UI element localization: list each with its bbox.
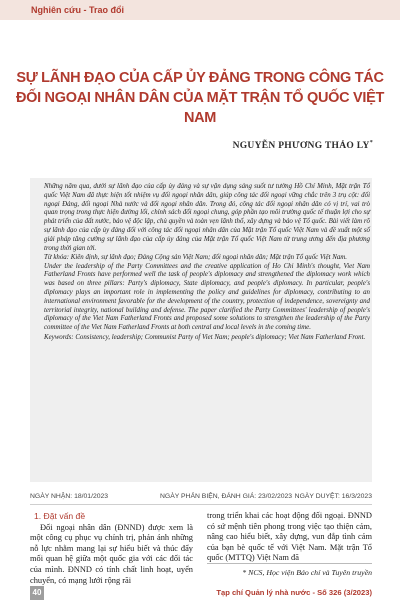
footnote-divider	[207, 563, 372, 564]
page-number: 40	[30, 586, 44, 600]
abstract-english: Under the leadership of the Party Committees and the creative application of Ho Chi Minh's thought, Viet Nam Fatherland Fronts have performed well the task of people's diplomacy and strengthened the diplomacy work which was based on three pillars: Party's diplomacy, State diplomacy, and people's diplomacy. In particular, people's diplomacy plays an important role in implementing the policy and guidelines for diplomacy, contributing to an international environment favorable for the development of the country, protection of independence, sovereignty and territorial integrity, national building and defense. The paper clarified the Party Committees' leadership of people's diplomacy of the Viet Nam Fatherland Fronts and proposed some solutions to strengthen the leadership of the Party committee of the Viet Nam Fatherland Fronts at both central and local levels in the coming time.	[44, 262, 370, 332]
dates-divider	[30, 504, 372, 505]
journal-citation: Tạp chí Quản lý nhà nước - Số 326 (3/2023)	[216, 588, 372, 597]
section-label: Nghiên cứu - Trao đổi	[31, 5, 125, 15]
author-footnote-mark: *	[369, 140, 373, 146]
author-text: NGUYỄN PHƯƠNG THẢO LY	[232, 141, 370, 152]
date-received: NGÀY NHẬN: 18/01/2023	[30, 493, 109, 500]
section-heading: 1. Đặt vấn đề	[34, 511, 86, 521]
article-title	[0, 68, 400, 128]
abstract-vietnamese: Những năm qua, dưới sự lãnh đạo của cấp ủy đảng và sự vận dụng sáng suốt tư tưởng Hồ Chí Minh, Mặt trận Tổ quốc Việt Nam đã thực hiện tốt nhiệm vụ đối ngoại nhân dân, giúp công tác đối ngoại vững chắc trên 3 trụ cột: đối ngoại Đảng, đối ngoại Nhà nước và đối ngoại nhân dân. Trong đó, công tác đối ngoại nhân dân có vị trí, vai trò quan trọng trong thực hiện đường lối, chính sách đối ngoại chung, góp phần tạo môi trường quốc tế thuận lợi cho sự phát triển của đất nước, bảo vệ độc lập, chủ quyền và toàn vẹn lãnh thổ, xây dựng và bảo vệ Tổ quốc. Bài viết làm rõ sự lãnh đạo của cấp ủy đảng đối với công tác đối ngoại nhân dân của Mặt trận Tổ quốc Việt Nam và đề xuất một số giải pháp tăng cường sự lãnh đạo của cấp ủy đảng của Mặt trận Tổ quốc Việt Nam từ trung ương đến địa phương trong thời gian tới.	[44, 183, 370, 252]
body-paragraph-left: Đối ngoại nhân dân (ĐNND) được xem là một công cụ phục vụ chính trị, phản ánh những nỗ lực nhằm mang lại sự hiểu biết và thúc đẩy mối quan hệ giữa một quốc gia với các đối tác của mình. ĐNND có tính chất linh hoạt, uyển chuyển, có mạng lưới rộng rãi	[30, 522, 193, 585]
author-footnote: * NCS, Học viện Báo chí và Tuyên truyền	[242, 568, 372, 577]
keywords-vietnamese: Từ khóa: Kiên định, sự lãnh đạo; Đảng Cộng sản Việt Nam; đối ngoại nhân dân; Mặt trận Tổ quốc Việt Nam.	[44, 253, 347, 261]
date-approved: NGÀY DUYỆT: 16/3/2023	[294, 493, 372, 500]
body-paragraph-right: trong triển khai các hoạt động đối ngoại. ĐNND có sứ mệnh tiên phong trong việc tạo thiện cảm, nâng cao hiểu biết, xây dựng, vun đắp tình cảm của bạn bè quốc tế với Việt Nam. Mặt trận Tổ quốc (MTTQ) Việt Nam đã	[207, 511, 372, 563]
date-reviewed: NGÀY PHẢN BIỆN, ĐÁNH GIÁ: 23/02/2023	[160, 493, 293, 500]
title-line-1: SỰ LÃNH ĐẠO CỦA CẤP ỦY ĐẢNG TRONG CÔNG TÁC	[16, 70, 384, 86]
author-name	[233, 140, 373, 151]
body-column-left	[30, 511, 193, 586]
abstract	[44, 183, 370, 342]
title-line-2: ĐỐI NGOẠI NHÂN DÂN CỦA MẶT TRẬN TỔ QUỐC VIỆT NAM	[15, 90, 385, 126]
body-column-right	[207, 511, 372, 564]
keywords-english: Keywords: Consistency, leadership; Communist Party of Viet Nam; people's diplomacy; Viet Nam Fatherland Front.	[44, 333, 366, 341]
